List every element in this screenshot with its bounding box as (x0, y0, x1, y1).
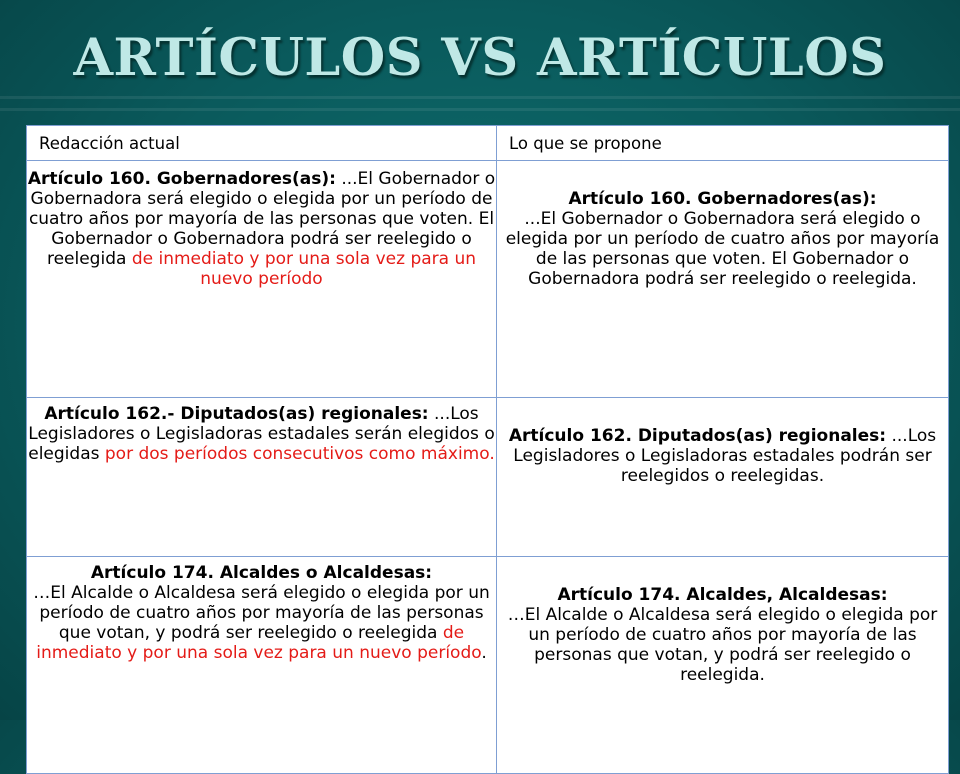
background-stripe (0, 96, 960, 99)
table-row (27, 398, 949, 557)
article-text: ...El Gobernador o Gobernadora será elegido o elegida por un período de cuatro años por mayoría de las personas que voten. El Gobernador o Gobernadora podrá ser reelegido o reelegida (28, 169, 496, 269)
article-text: ...Los Legisladores o Legisladoras estadales podrán ser reelegidos o reelegidas. (513, 426, 937, 486)
highlight-text: de inmediato y por una sola vez para un nuevo período (131, 249, 477, 289)
proposed-cell-art174 (497, 557, 949, 774)
article-heading: Artículo 160. Gobernadores(as): (568, 189, 877, 209)
header-row (27, 126, 949, 161)
highlight-text: de inmediato y por una sola vez para un nuevo período (36, 623, 482, 663)
proposed-cell-art162 (497, 398, 949, 557)
current-cell-art160 (27, 161, 497, 398)
header-cell-current (27, 126, 497, 161)
table-row (27, 557, 949, 774)
article-tail: . (481, 643, 487, 663)
article-text: ...El Gobernador o Gobernadora será elegido o elegida por un período de cuatro años por mayoría de las personas que voten. El Gobernador o Gobernadora podrá ser reelegido o reelegida. (505, 209, 940, 289)
background-stripe (0, 108, 960, 111)
article-heading: Artículo 174. Alcaldes o Alcaldesas: (90, 563, 433, 583)
header-cell-proposed (497, 126, 949, 161)
article-heading: Artículo 162. Diputados(as) regionales: (508, 426, 887, 446)
article-text: …El Alcalde o Alcaldesa será elegido o elegida por un período de cuatro años por mayoría de las personas que votan, y podrá ser reelegido o reelegida (33, 583, 490, 643)
article-text: …El Alcalde o Alcaldesa será elegido o elegida por un período de cuatro años por mayoría de las personas que votan, y podrá ser reelegido o reelegida. (507, 605, 938, 685)
table-row (27, 161, 949, 398)
highlight-text: por dos períodos consecutivos como máximo. (104, 444, 495, 464)
header-proposed-label: Lo que se propone (509, 134, 662, 153)
article-heading: Artículo 160. Gobernadores(as): (27, 169, 336, 189)
article-heading: Artículo 174. Alcaldes, Alcaldesas: (557, 585, 888, 605)
comparison-table (26, 125, 949, 774)
proposed-cell-art160 (497, 161, 949, 398)
current-cell-art174 (27, 557, 497, 774)
article-heading: Artículo 162.- Diputados(as) regionales: (44, 404, 429, 424)
current-cell-art162 (27, 398, 497, 557)
article-text: ...Los Legisladores o Legisladoras estadales serán elegidos o elegidas (28, 404, 495, 464)
header-current-label: Redacción actual (39, 134, 180, 153)
slide-title: ARTÍCULOS VS ARTÍCULOS (73, 28, 887, 88)
